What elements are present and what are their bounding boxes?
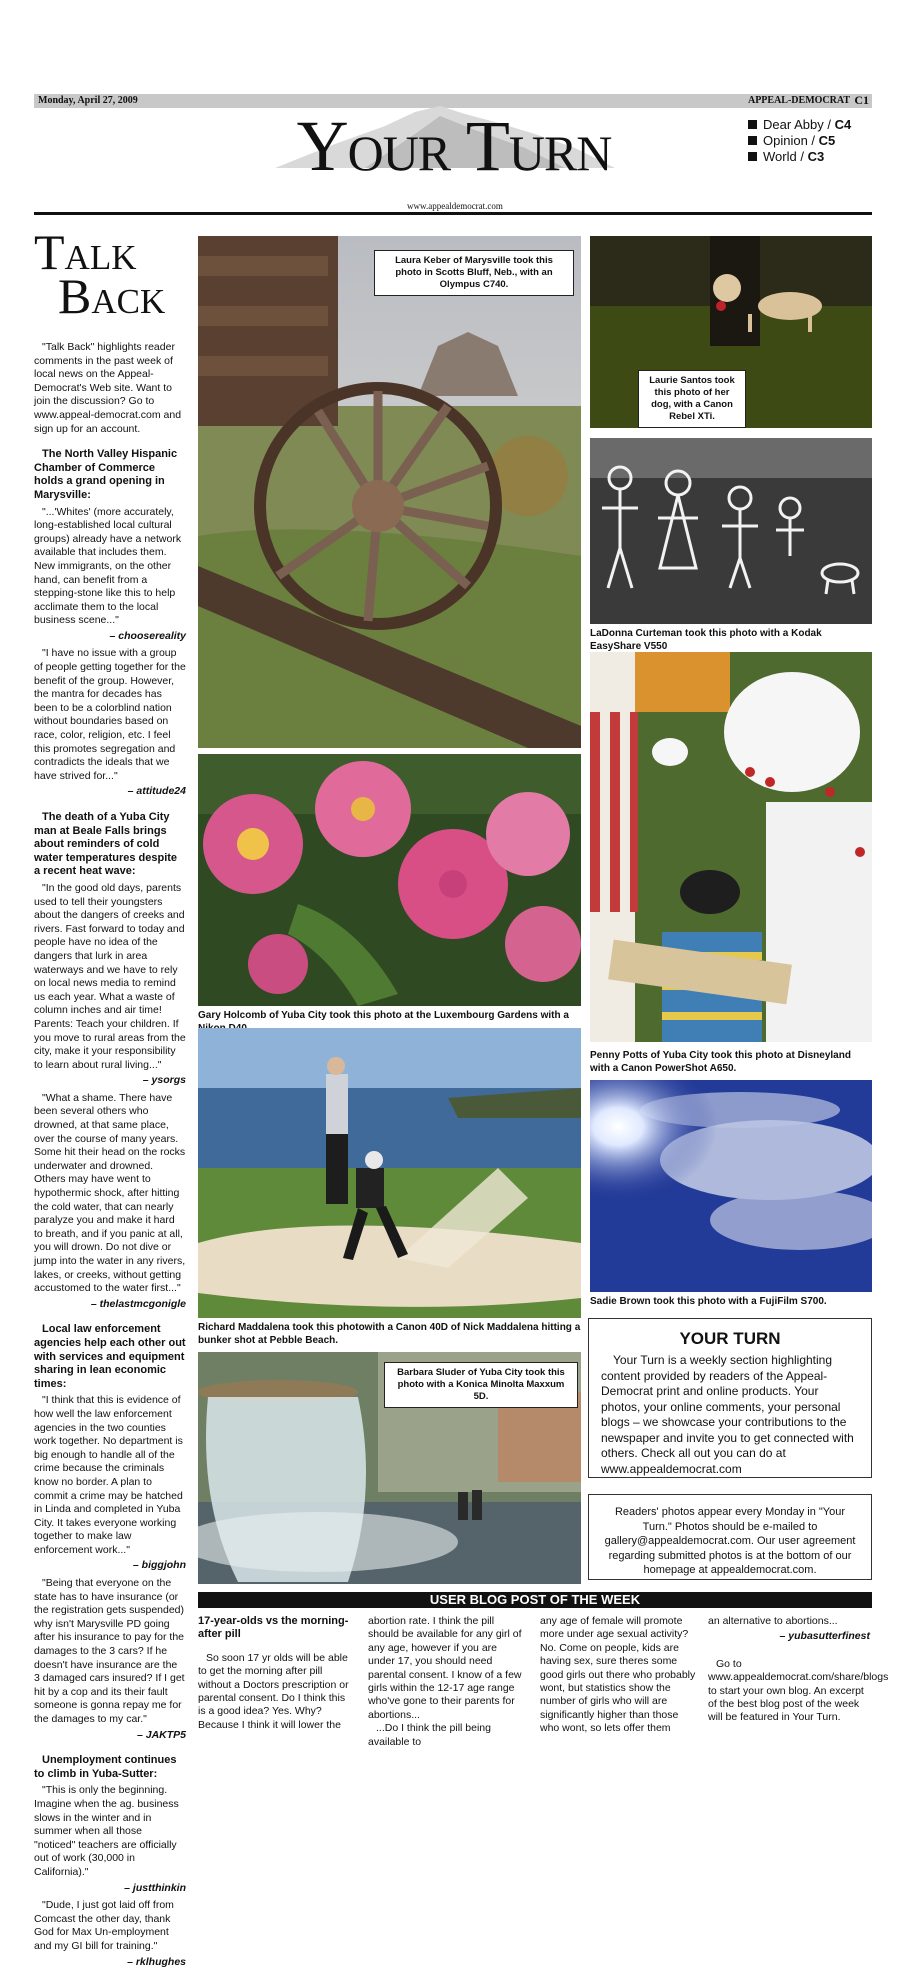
sky-photo — [590, 1080, 872, 1292]
talk-back-intro: "Talk Back" highlights reader comments in the past week of local news on the Appeal-Democrat's Web site. Want to join the discussion? Go to www.appeal-democrat.com and sign up for an account. — [34, 341, 182, 435]
topic-headline: The North Valley Hispanic Chamber of Commerce holds a grand opening in Marysville: — [34, 448, 178, 501]
blog-invite-text: Go to www.appealdemocrat.com/share/blogs to start your own blog. An excerpt of the best blog post of the week will be featured in Your Turn. — [708, 1657, 889, 1724]
blog-column-4 — [708, 1615, 889, 1725]
blog-text: abortion rate. I think the pill should be available for any girl of any age, however if you are under 17, you should need parental consent. I know of a few girls within the 12-17 age range who've gone to their parents for abortions... — [368, 1615, 522, 1721]
your-turn-info-box — [588, 1318, 872, 1478]
wagon-wheel-photo — [198, 236, 581, 748]
square-bullet-icon — [748, 136, 757, 145]
index-item-dear-abby[interactable]: Dear Abby / C4 — [748, 117, 851, 133]
photo-credit-dahlias: Gary Holcomb of Yuba City took this photo at the Luxembourg Gardens with a — [198, 1010, 569, 1021]
comment-author: – choosereality — [109, 629, 186, 642]
blog-text: ...Do I think the pill being available to — [368, 1722, 491, 1748]
comment-author: – ysorgs — [142, 1074, 186, 1087]
blog-column-2 — [368, 1615, 524, 1749]
topic-headline: Local law enforcement agencies help each other out with services and equipment sharing in lean economic times: — [34, 1323, 186, 1390]
topic-headline: The death of a Yuba City man at Beale Falls brings about reminders of cold water temperatures despite a recent heat wave: — [34, 811, 178, 878]
reader-comment: "Being that everyone on the state has to have insurance (or the registration gets suspended) why isn't Marysville PD going after his insurance to pay for the damages to the 3 cars? If he doesn't have insurance are the 3 damaged cars insured? If I get hit by a cop and its their fault someone is gonna repay me for the damages to my car." — [34, 1577, 185, 1725]
issue-date: Monday, April 27, 2009 — [38, 95, 138, 106]
photo-credit-golf: Richard Maddalena took this photowith a Canon 40D of Nick Maddalena hitting a bunker shot at Pebble Beach. — [198, 1322, 581, 1346]
photo-credit-disney: Penny Potts of Yuba City took this photo at Disneyland with a Canon PowerShot A650. — [590, 1050, 851, 1074]
disneyland-photo — [590, 652, 872, 1042]
reader-comment: "I think that this is evidence of how well the law enforcement agencies in the two counties work together. No department is big enough to handle all of the crime because the criminals know no border. A plan to commit a crime may be hatched in Linda and completed in Yuba City. It takes everyone working together to make law enforcement work..." — [34, 1394, 183, 1556]
your-turn-box-title: YOUR TURN — [679, 1329, 781, 1348]
topic-headline: Unemployment continues to climb in Yuba-Sutter: — [34, 1754, 177, 1780]
photo-credit-dog: Laurie Santos took this photo of her dog, with a Canon Rebel XTi. — [638, 370, 746, 428]
header-rule — [34, 212, 872, 215]
blog-headline: 17-year-olds vs the morning-after pill — [198, 1615, 349, 1641]
section-index — [748, 117, 851, 165]
blog-column-1 — [198, 1615, 354, 1732]
photo-credit-fountain: Barbara Sluder of Yuba City took this photo with a Konica Minolta Maxxum 5D. — [384, 1362, 578, 1408]
blog-author: – yubasutterfinest — [779, 1630, 870, 1643]
reader-comment: "...'Whites' (more accurately, long-established local cultural groups) already have a network available that includes them. New immigrants, on the other hand, can benefit from a stepping-stone like this to help acclimate them to the local business scene..." — [34, 505, 182, 627]
dahlias-photo — [198, 754, 581, 1006]
masthead-url: www.appealdemocrat.com — [407, 201, 503, 211]
readers-photos-text: Readers' photos appear every Monday in "Your Turn." Photos should be e-mailed to gallery@appealdemocrat.com. Our user agreement regarding submitted photos is at the bottom of our homepage at appealdemocrat.com. — [604, 1506, 856, 1576]
section-masthead — [256, 98, 652, 194]
reader-comment: "I have no issue with a group of people getting together for the benefit of the group. However, the mantra for decades has been to be a colorblind nation without boundaries based on race, color, religion, etc. I feel this promotes segregation and contradicts the ideals that we have strived for..." — [34, 647, 186, 782]
reader-comment: "This is only the beginning. Imagine when the ag. business slows in the winter and in summer when all those "noticed" teachers are officially out of work (30,000 in California)." — [34, 1784, 179, 1878]
your-turn-box-text: Your Turn is a weekly section highlighting content provided by readers of the Appeal-Democrat print and online products. Your photos, your online comments, your personal blogs – we showcase your contributions to the newspaper and invite you to get connected with others. Check all out you can do at www.appealdemocrat.com — [601, 1353, 854, 1476]
comment-author: – justthinkin — [124, 1881, 186, 1894]
blog-text: any age of female will promote more under age sexual activity? No. Come on people, kids are having sex, sure theres some good girls out there who probably wont, but statistics show the number of girls who will are significantly higher than those who wont, so lets offer them — [540, 1615, 696, 1735]
blog-text: So soon 17 yr olds will be able to get the morning after pill without a Doctors prescription or parental consent. Do I think this is a good idea? Yes. Why? Because I think it will lower the — [198, 1651, 349, 1731]
paper-name: APPEAL-DEMOCRAT — [747, 95, 850, 106]
comment-author: – rklhughes — [127, 1955, 186, 1968]
photo-credit-drawing: LaDonna Curteman took this photo with a Kodak EasyShare V550 — [590, 628, 822, 652]
blog-banner: USER BLOG POST OF THE WEEK — [198, 1592, 872, 1608]
photo-credit-sky: Sadie Brown took this photo with a FujiFilm S700. — [590, 1296, 827, 1307]
chalk-drawing-photo — [590, 438, 872, 624]
comment-author: – attitude24 — [127, 785, 186, 798]
blog-column-3 — [540, 1615, 696, 1736]
readers-photos-box — [588, 1494, 872, 1580]
comment-author: – biggjohn — [132, 1559, 186, 1572]
reader-comment: "In the good old days, parents used to tell their youngsters about the dangers of creeks and rivers. Fast forward to today and people have no idea of the dangers that lurk in area waterways and we have to rely on local news media to remind us each year. What a waste of column inches and air time! Parents: Teach your children. If you move to rural areas from the city, make it your responsibility to learn about rural living..." — [34, 881, 186, 1071]
page-number: C1 — [854, 93, 869, 107]
golf-bunker-photo — [198, 1028, 581, 1318]
fountain-photo — [198, 1352, 581, 1584]
reader-comment: "Dude, I just got laid off from Comcast the other day, thank God for Max Un-employment and my GI bill for training." — [34, 1899, 174, 1952]
blog-text: an alternative to abortions... — [708, 1615, 838, 1627]
reader-comment: "What a shame. There have been several others who drowned, at that same place, over the course of many years. Some hit their head on the rocks underwater and drowned. Others may have went to hypothermic shock, after hitting the cold water, that can nearly paralyze you and make it hard to breath, and if you panic at all, you will drown. Do not dive or jump into the water in any rivers, lakes, or creeks, without getting accustomed to the water first..." — [34, 1091, 186, 1295]
talk-back-column — [34, 341, 186, 1973]
talk-back-title-line2: Back — [58, 268, 166, 324]
index-item-opinion[interactable]: Opinion / C5 — [748, 133, 851, 149]
talk-back-title — [34, 224, 166, 324]
comment-author: – JAKTP5 — [136, 1728, 186, 1741]
masthead-title: Your Turn — [296, 106, 612, 186]
index-item-world[interactable]: World / C3 — [748, 149, 851, 165]
photo-credit-wagon: Laura Keber of Marysville took this photo in Scotts Bluff, Neb., with an Olympus C740. — [374, 250, 574, 296]
dog-photo — [590, 236, 872, 428]
square-bullet-icon — [748, 152, 757, 161]
comment-author: – thelastmcgonigle — [90, 1297, 186, 1310]
square-bullet-icon — [748, 120, 757, 129]
talk-back-title-line1: Talk — [34, 224, 137, 280]
